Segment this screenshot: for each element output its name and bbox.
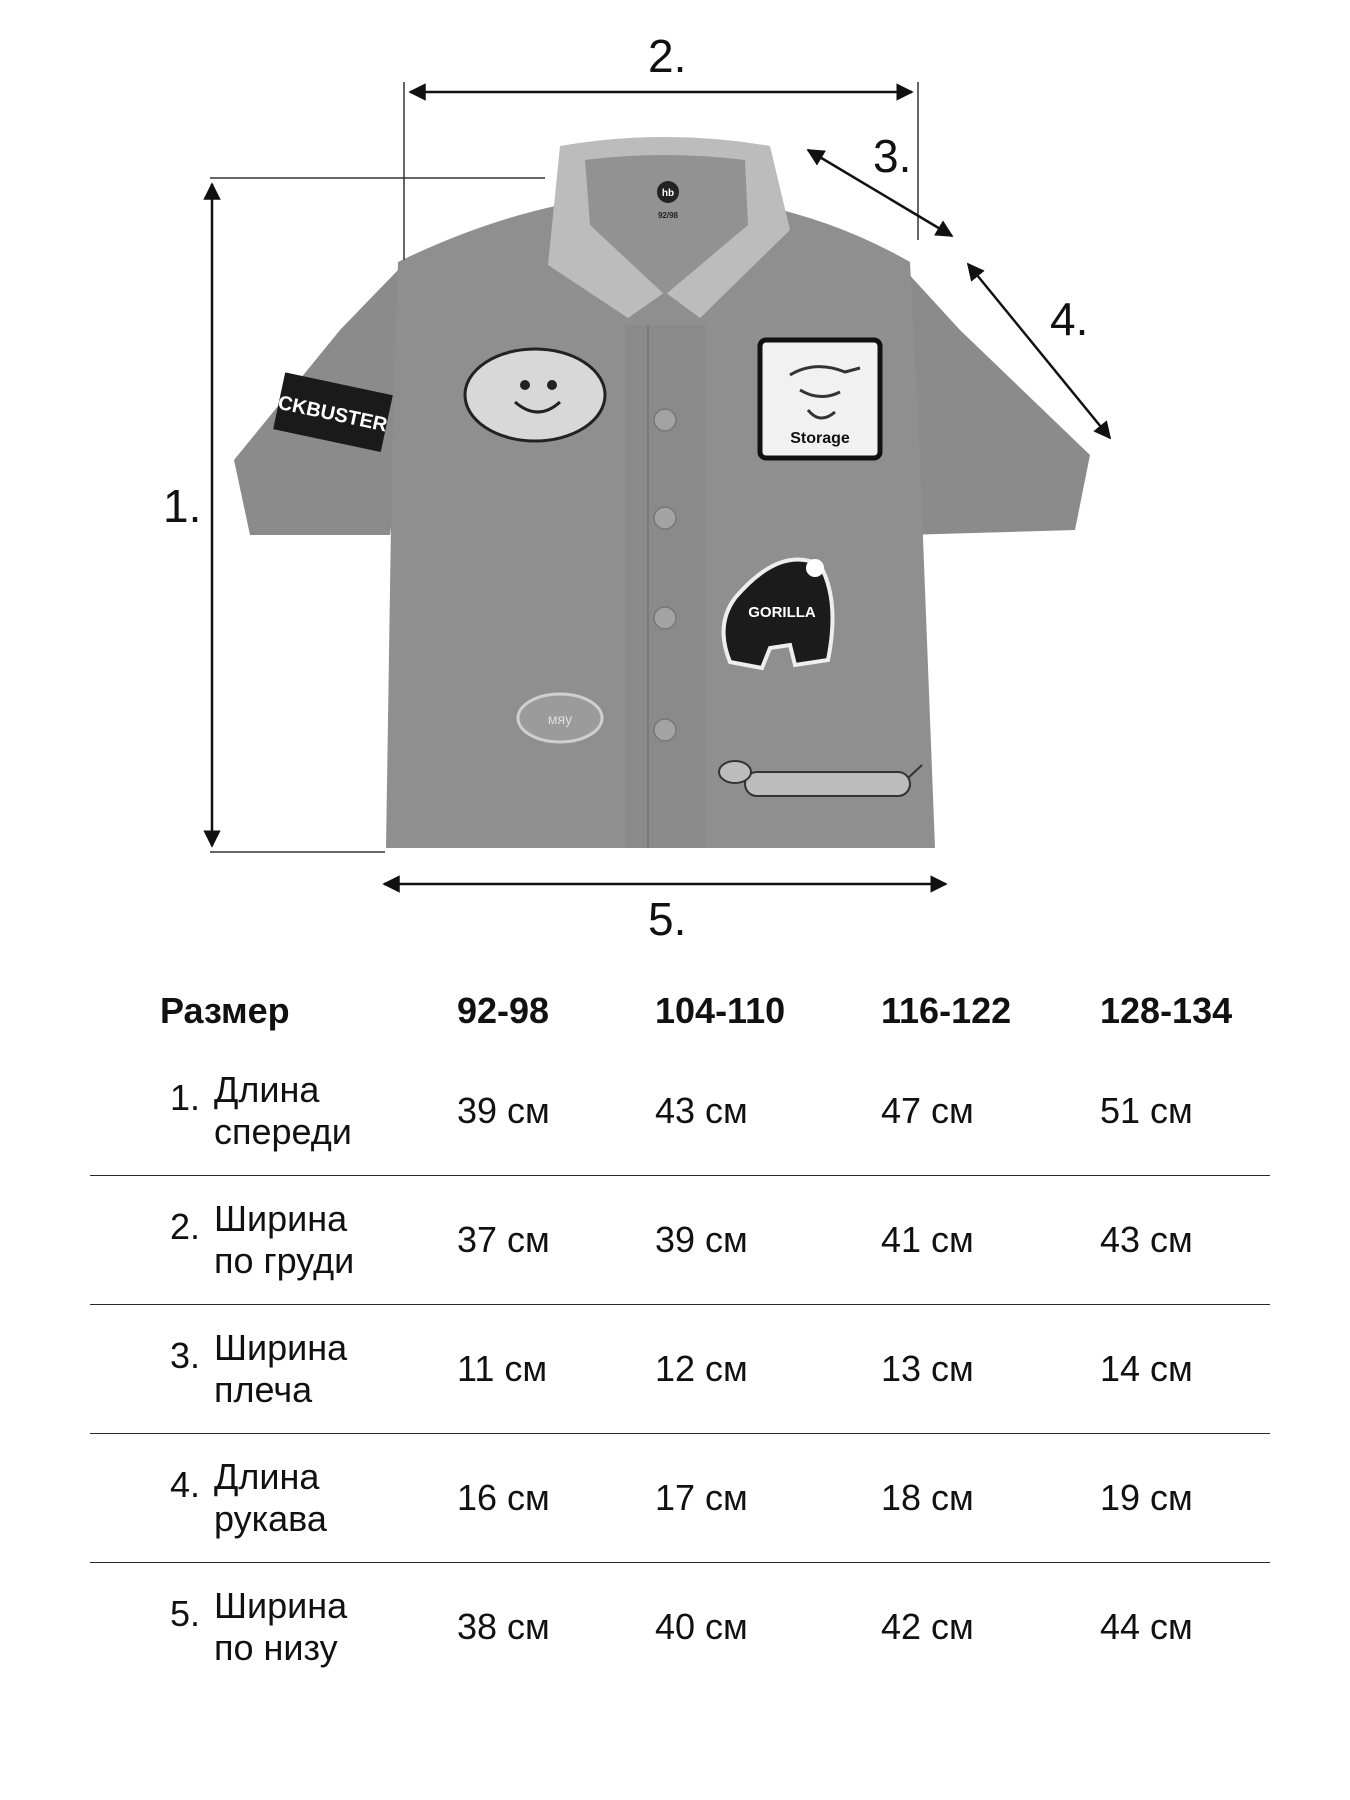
size-column-label: Размер — [160, 990, 290, 1031]
measure-label-2: 2. — [648, 30, 687, 82]
row-parameter — [150, 1305, 414, 1433]
table-cell: 44 см — [1100, 1606, 1193, 1647]
row-parameter — [150, 1176, 414, 1304]
row-index: 2. — [169, 1206, 200, 1247]
table-cell: 40 см — [655, 1606, 748, 1647]
svg-text:Storage: Storage — [790, 430, 850, 447]
table-cell: 39 см — [457, 1090, 550, 1131]
row-name-line1: Ширина — [214, 1585, 348, 1626]
lemon-face-patch — [465, 349, 605, 441]
row-index: 1. — [169, 1077, 200, 1118]
table-cell: 41 см — [881, 1219, 974, 1260]
table-row — [90, 1176, 1270, 1305]
table-row — [90, 1434, 1270, 1563]
size-table-header — [90, 975, 1270, 1047]
table-cell: 51 см — [1100, 1090, 1193, 1131]
row-name-line1: Длина — [214, 1456, 320, 1497]
button-placket — [625, 325, 705, 848]
row-name-line1: Ширина — [214, 1198, 348, 1239]
table-cell: 11 см — [457, 1348, 548, 1389]
table-cell: 19 см — [1100, 1477, 1193, 1518]
row-name-line2: плеча — [214, 1369, 313, 1410]
storage-patch — [760, 340, 880, 458]
table-cell: 47 см — [881, 1090, 974, 1131]
measure-label-4: 4. — [1050, 293, 1089, 345]
size-header-3: 116-122 — [881, 990, 1012, 1031]
oval-patch — [518, 694, 602, 742]
svg-text:92/98: 92/98 — [657, 211, 679, 220]
row-parameter — [150, 1434, 414, 1562]
row-index: 4. — [169, 1464, 200, 1505]
row-name-line1: Ширина — [214, 1327, 348, 1368]
size-header-1: 92-98 — [457, 990, 550, 1031]
table-cell: 18 см — [881, 1477, 974, 1518]
measure-label-1: 1. — [163, 480, 202, 532]
table-cell: 13 см — [881, 1348, 974, 1389]
table-cell: 17 см — [655, 1477, 748, 1518]
row-name-line2: по груди — [214, 1240, 355, 1281]
table-cell: 37 см — [457, 1219, 550, 1260]
table-cell: 16 см — [457, 1477, 550, 1518]
table-row — [90, 1305, 1270, 1434]
measure-label-5: 5. — [648, 893, 687, 945]
measure-label-3: 3. — [873, 130, 912, 182]
row-name-line2: спереди — [214, 1111, 352, 1152]
row-name-line2: рукава — [214, 1498, 327, 1539]
row-index: 3. — [169, 1335, 200, 1376]
row-parameter — [150, 1047, 414, 1175]
svg-text:CKBUSTER: CKBUSTER — [275, 391, 390, 437]
table-cell: 14 см — [1100, 1348, 1193, 1389]
row-name-line2: по низу — [214, 1627, 338, 1668]
row-index: 5. — [169, 1593, 200, 1634]
table-cell: 12 см — [655, 1348, 748, 1389]
shirt-illustration — [234, 137, 1090, 848]
table-cell: 38 см — [457, 1606, 550, 1647]
table-cell: 39 см — [655, 1219, 748, 1260]
table-row — [90, 1047, 1270, 1176]
table-cell: 42 см — [881, 1606, 974, 1647]
table-cell: 43 см — [1100, 1219, 1193, 1260]
svg-text:мяу: мяу — [547, 711, 573, 727]
row-parameter — [150, 1563, 414, 1691]
size-header-2: 104-110 — [655, 990, 786, 1031]
svg-text:GORILLA: GORILLA — [748, 604, 816, 621]
svg-text:hb: hb — [661, 188, 675, 199]
table-cell: 43 см — [655, 1090, 748, 1131]
size-header-4: 128-134 — [1100, 990, 1233, 1031]
size-table — [90, 975, 1270, 1691]
row-name-line1: Длина — [214, 1069, 320, 1110]
table-row — [90, 1563, 1270, 1691]
